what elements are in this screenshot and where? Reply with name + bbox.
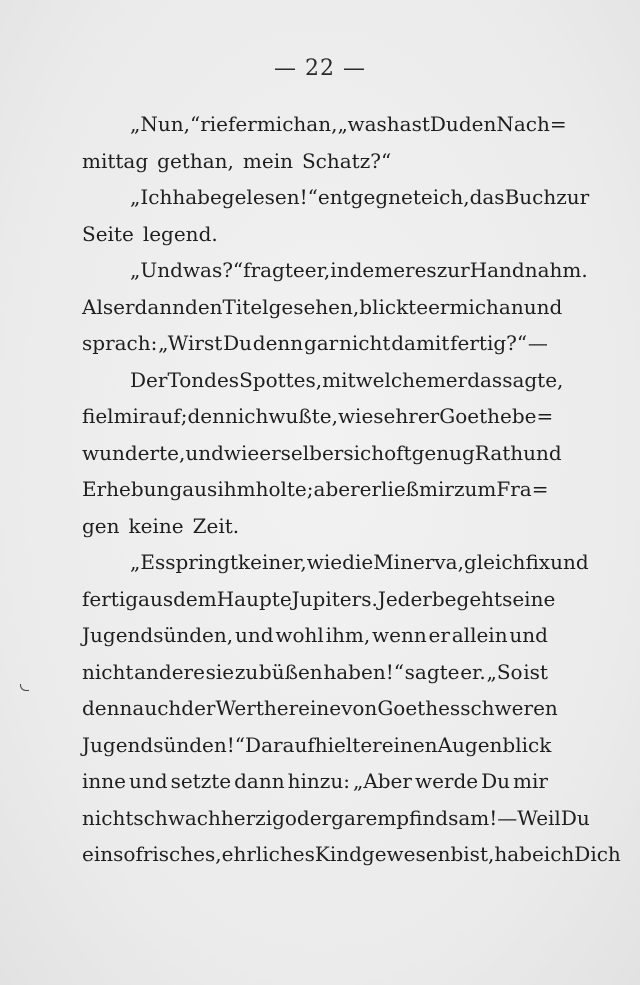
word: gar [303,331,339,355]
word: er [113,294,135,319]
word: gen [82,513,120,538]
word: blickte [359,294,429,319]
word: zu [234,659,259,684]
word: an, [306,112,338,136]
word: gleich [463,550,526,574]
word: ich [237,404,269,428]
word: nahm. [524,258,588,282]
word: sprach: [82,331,158,355]
word: fertig [82,586,139,611]
word: welchem [355,367,446,392]
text-line [82,836,621,873]
word: mein [242,148,293,173]
word: denn [252,331,304,355]
word: das [469,185,505,209]
word: die [342,550,374,574]
word: aber [313,477,360,501]
word: selber [280,440,344,465]
word: „Wirst [158,331,223,355]
text-line [82,763,548,800]
word: haben!“ [323,659,404,684]
word: werde [414,769,479,793]
word: — [527,331,548,355]
word: andere [134,659,205,684]
word: sich [343,440,385,465]
word: be= [511,404,554,428]
word: mir [513,769,548,793]
word: Fra= [496,477,549,501]
word: aus [182,477,218,501]
word: Nach= [496,112,567,136]
word: Jugendsünden!“ [82,732,246,757]
word: ich, [432,185,470,209]
word: wenn [372,623,427,647]
word: gethan, [157,148,234,173]
word: Jupiters. [291,586,378,611]
word: er [259,440,281,465]
word: sagte [404,659,460,684]
word: ihm [217,477,256,501]
text-line [82,106,567,143]
word: den [185,294,223,319]
word: gelesen!“ [221,185,318,209]
word: denn [187,404,238,428]
word: Rath [474,440,524,465]
word: ihm, [325,623,371,647]
word: ich [543,842,575,866]
word: genug [411,440,475,465]
word: aus [138,586,174,611]
word: er [360,732,382,757]
word: hielt [314,732,361,757]
word: hinzu: [287,769,350,793]
word: „Aber [352,769,412,793]
word: und [523,294,563,319]
word: springt [165,550,238,574]
text-line [82,289,563,326]
page-number: — 22 — [274,56,366,81]
word: gewesen [361,842,451,866]
word: dem [173,586,217,611]
text-line [82,508,548,545]
word: sie [205,659,235,684]
word: zur [556,185,590,209]
word: oder [284,805,332,830]
word: fiel [82,404,114,428]
word: dann [234,769,285,793]
word: und [185,440,224,465]
word: Augenblick [437,732,552,757]
word: Weil [517,805,561,830]
word: sagte, [502,367,564,392]
word: ließ [381,477,420,501]
word: begeht [431,586,503,611]
word: und [129,769,168,793]
word: wußte, [268,404,338,428]
text-line [82,325,548,362]
word: so [113,842,136,866]
word: mir [419,477,454,501]
margin-mark [20,684,29,691]
word: ehrliches [221,842,315,866]
word: fertig?“ [450,331,528,355]
word: holte; [255,477,314,501]
word: wie [223,440,260,465]
word: „Ich [130,185,173,209]
word: mit [322,367,356,392]
word: „Nun,“ [130,112,201,136]
word: gar [331,805,366,830]
word: er [235,112,257,136]
word: er, [304,258,331,282]
word: habe [172,185,222,209]
word: Jugendsünden, [82,623,234,647]
word: Jeder [377,586,432,611]
word: Du [429,112,459,136]
word: inne [82,769,126,793]
text-line [82,471,548,508]
word: und [509,623,548,647]
word: keiner, [237,550,307,574]
word: Hand [469,258,525,282]
word: setzte [170,769,232,793]
word: mich [256,112,307,136]
word: wie [306,550,343,574]
word: schweren [460,696,558,720]
word: und [523,440,562,465]
word: er [393,258,415,282]
word: empfindsam! [365,805,498,830]
text-line [82,179,590,216]
word: fix [525,550,551,574]
word: zur [436,258,470,282]
word: von [341,696,378,720]
word: Goethes [377,696,461,720]
word: „Es [130,550,166,574]
word: frisches, [135,842,222,866]
word: sehr [373,404,418,428]
word: habe [494,842,544,866]
word: wie [337,404,374,428]
text-line [82,435,562,472]
word: er [417,404,440,428]
text-line [82,617,548,654]
word: Haupte [216,586,292,611]
word: oft [384,440,412,465]
word: mir [113,404,149,428]
word: er [359,477,382,501]
word: Goethe [439,404,512,428]
word: entgegnete [317,185,433,209]
word: Seite [82,221,134,246]
text-line [82,143,548,180]
word: er [445,367,468,392]
word: allein [451,623,508,647]
word: nicht [339,331,391,355]
word: bist, [450,842,495,866]
word: — [497,805,518,830]
word: Du [481,769,511,793]
word: denn [82,696,133,720]
word: auf; [148,404,188,428]
word: seine [502,586,556,611]
word: Schatz?“ [301,148,392,173]
text-line [82,216,548,253]
word: der [181,696,216,720]
word: den [458,112,497,136]
word: Darauf [245,732,315,757]
word: was?“ [182,258,244,282]
word: wohl [275,623,324,647]
word: des [204,367,240,392]
word: eine [298,696,342,720]
word: fragte [243,258,305,282]
word: legend. [142,221,218,246]
text-line [82,544,589,581]
word: Ton [167,367,205,392]
word: Spottes, [239,367,323,392]
word: damit [391,331,450,355]
word: Kind [314,842,362,866]
word: dann [134,294,186,319]
text-line [82,800,590,837]
word: er [428,294,450,319]
word: er. [460,659,486,684]
word: mich [449,294,499,319]
word: „Und [130,258,183,282]
word: das [467,367,503,392]
word: büßen [258,659,323,684]
word: Der [130,367,168,392]
body-text [82,106,621,873]
word: Minerva, [373,550,464,574]
word: Du [560,805,590,830]
word: indem [330,258,394,282]
word: hast [386,112,430,136]
text-line [82,581,556,618]
text-line [82,727,552,764]
word: mittag [82,148,149,173]
word: nicht [82,805,134,830]
word: Erhebung [82,477,183,501]
text-line [82,654,548,691]
word: keine [128,513,184,538]
word: es [414,258,437,282]
word: Werther [215,696,299,720]
text-line [82,690,558,727]
word: auch [132,696,182,720]
word: Zeit. [192,513,240,538]
word: Als [82,294,114,319]
word: wunderte, [82,440,186,465]
word: Titel [222,294,269,319]
word: schwachherzig [133,805,285,830]
text-line [82,398,554,435]
word: nicht [82,659,134,684]
word: und [234,623,274,647]
word: ist [523,659,548,684]
word: einen [381,732,438,757]
word: Du [223,331,252,355]
word: an [498,294,524,319]
word: ein [82,842,114,866]
text-line [82,252,588,289]
word: Dich [574,842,621,866]
word: gesehen, [268,294,360,319]
word: er [428,623,450,647]
word: rief [200,112,236,136]
word: zum [453,477,497,501]
word: und [550,550,589,574]
text-line [82,362,564,399]
word: „So [486,659,523,684]
word: Buch [504,185,557,209]
word: „was [337,112,387,136]
